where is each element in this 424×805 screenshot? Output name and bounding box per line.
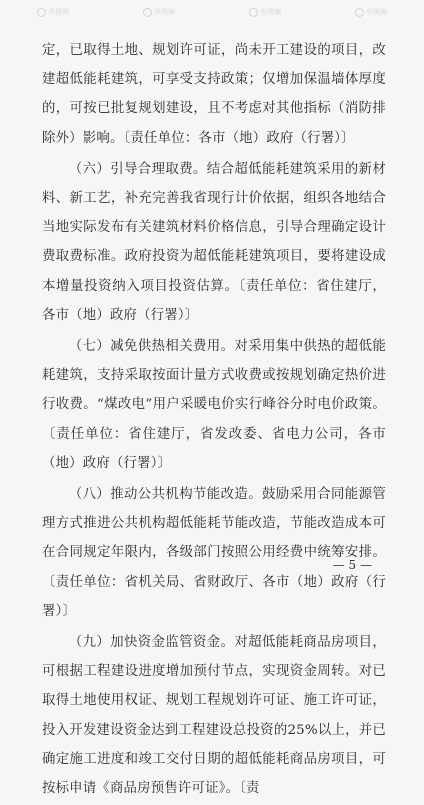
watermark-item [249, 7, 281, 17]
watermark-logo-icon [249, 8, 258, 17]
watermark-band [0, 0, 424, 24]
watermark-item [143, 7, 175, 17]
watermark-label: 央视频 [48, 8, 69, 16]
watermark-item [355, 7, 387, 17]
watermark-label: 央视频 [366, 8, 387, 16]
paragraph-continuation: 定，已取得土地、规划许可证，尚未开工建设的项目，改建超低能耗建筑，可享受支持政策；仅增加保温墙体厚度的，可按已批复规划建设，且不考虑对其他指标（消防排除外）影响。〔责任单位：各市（地）政府（行署）〕 [42, 43, 386, 146]
document-body [42, 36, 386, 805]
watermark-logo-icon [355, 8, 364, 17]
watermark-item [37, 7, 69, 17]
paragraph-section-8: （八）推动公共机构节能改造。鼓励采用合同能源管理方式推进公共机构超低能耗节能改造，节能改造成本可在合同规定年限内，各级部门按照公用经费中统筹安排。〔责任单位：省机关局、省财政厅、各市（地）政府（行署）〕 [42, 487, 386, 619]
paragraph-section-7: （七）减免供热相关费用。对采用集中供热的超低能耗建筑，支持采取按面计量方式收费或按规划确定热价进行收费。“煤改电”用户采暖电价实行峰谷分时电价政策。〔责任单位：省住建厅，省发改委、省电力公司，各市（地）政府（行署）〕 [42, 339, 386, 471]
watermark-logo-icon [143, 8, 152, 17]
page-number: — 5 — [332, 558, 372, 572]
watermark-label: 央视频 [154, 8, 175, 16]
paragraph-section-6: （六）引导合理取费。结合超低能耗建筑采用的新材料、新工艺，补充完善我省现行计价依据，组织各地结合当地实际发布有关建筑材料价格信息，引导合理确定设计费取费标准。政府投资为超低能耗建筑项目，要将建设成本增量投资纳入项目投资估算。〔责任单位：省住建厅，各市（地）政府（行署）〕 [42, 161, 386, 323]
watermark-label: 央视频 [260, 8, 281, 16]
watermark-logo-icon [37, 8, 46, 17]
paragraph-section-9: （九）加快资金监管资金。对超低能耗商品房项目，可根据工程建设进度增加预付节点，实现资金周转。对已取得土地使用权证、规划工程规划许可证、施工许可证，投入开发建设资金达到工程建设总投资的25%以上，并已确定施工进度和竣工交付日期的超低能耗商品房项目，可按标申请《商品房预售许可证》。〔责 [42, 635, 386, 797]
